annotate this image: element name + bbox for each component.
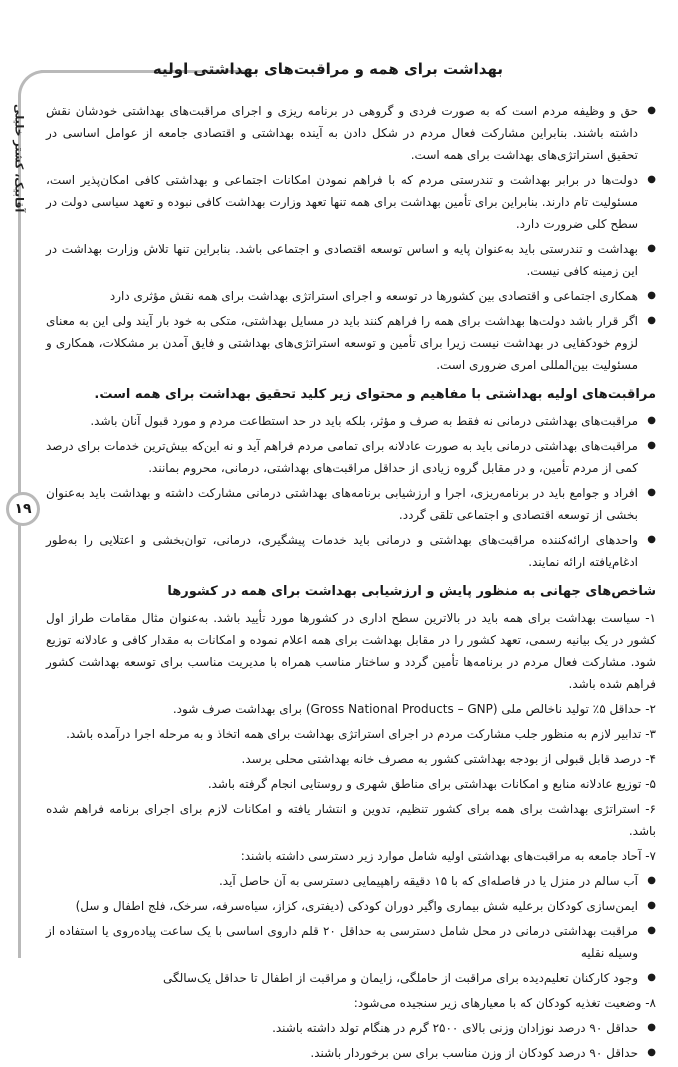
numbered-item-2 [46,698,656,720]
numbered-item-6: ۶- استراتژی بهداشت برای همه برای کشور تنظیم، تدوین و انتشار یافته و امکانات لازم برای اجرای برنامه فراهم شده باشد. [46,802,656,838]
page-content [46,100,656,1067]
primary-care-bullet-list [46,410,656,573]
numbered-item-4: ۴- درصد قابل قبولی از بودجه بهداشتی کشور به مصرف خانه بهداشتی محلی برسد. [241,752,656,766]
list-item: ● افراد و جوامع باید در برنامه‌ریزی، اجرا و ارزشیابی برنامه‌های بهداشتی درمانی مشارکت داشته و بهداشت باید به‌عنوان بخشی از توسعه اقتصادی و اجتماعی تلقی گردد. [46,482,656,526]
numbered-item-7: ۷- آحاد جامعه به مراقبت‌های بهداشتی اولیه شامل موارد زیر دسترسی داشته باشند: [240,849,656,863]
numbered-item-1: ۱- سیاست بهداشت برای همه باید در بالاترین سطح اداری در کشورها مورد تأیید باشد. به‌عنوان مثال مقامات طراز اول کشور در یک بیانیه رسمی، تعهد کشور را در مقابل بهداشت برای همه اعلام نموده و امکانات به مقدار کافی و عادلانه توزیع شود. مشارکت فعال مردم در برنامه‌ها تأمین گردد و ساختار مناسب همراه با مدیریت مناسب برای توسعه بهداشت کشور فراهم شده باشد. [46,611,656,691]
numbered-item-8: ۸- وضعیت تغذیه کودکان که با معیارهای زیر سنجیده می‌شود: [353,996,656,1010]
intro-bullet-list [46,100,656,376]
item7-sub-bullets [46,870,656,989]
list-item: ● مراقبت‌های بهداشتی درمانی باید به صورت عادلانه برای تمامی مردم فراهم آید و نه این‌که بیش‌ترین خدمات برای درصد کمی از مردم تأمین، و در مقابل گروه زیادی از حداقل مراقبت‌های بهداشتی، درمانی، محروم بمانند. [46,435,656,479]
list-item: ● ایمن‌سازی کودکان برعلیه شش بیماری واگیر دوران کودکی (دیفتری، کزاز، سیاه‌سرفه، سرخک، فلج اطفال و سل) [46,895,656,917]
list-item: ● وجود کارکنان تعلیم‌دیده برای مراقبت از حاملگی، زایمان و مراقبت از اطفال تا حداقل یک‌سالگی [46,967,656,989]
list-item: ● همکاری اجتماعی و اقتصادی بین کشورها در توسعه و اجرای استراتژی بهداشت برای همه نقش مؤثری دارد [46,285,656,307]
gnp-term: (Gross National Products – GNP) [305,702,498,716]
item2-suffix: برای بهداشت صرف شود. [172,702,302,716]
item2-prefix: ۲- حداقل ۵٪ تولید ناخالص ملی [501,702,656,716]
list-item: ● حداقل ۹۰ درصد نوزادان وزنی بالای ۲۵۰۰ گرم در هنگام تولد داشته باشند. [46,1017,656,1039]
section-heading-primary-care: مراقبت‌های اولیه بهداشتی با مفاهیم و محتوای زیر کلید تحقیق بهداشت برای همه است. [94,387,656,402]
indicators-numbered-list-cont [46,992,656,1014]
list-item: ● مراقبت بهداشتی درمانی در محل شامل دسترسی به حداقل ۲۰ قلم داروی اساسی با یک ساعت پیاده‌روی یا استفاده از وسیله نقلیه [46,920,656,964]
item8-sub-bullets [46,1017,656,1064]
list-item: ● بهداشت و تندرستی باید به‌عنوان پایه و اساس توسعه اقتصادی و اجتماعی باشد. بنابراین تنها تلاش وزارت بهداشت در این زمینه کافی نیست. [46,238,656,282]
list-item: ● حق و وظیفه مردم است که به صورت فردی و گروهی در برنامه ریزی و اجرای مراقبت‌های بهداشتی خودشان نقش داشته باشند. بنابراین مشارکت فعال مردم در شکل دادن به آینده بهداشتی و اقتصادی جامعه از عوامل اساسی در تحقیق استراتژی‌های بهداشت برای همه است. [46,100,656,166]
page-number: ۱۹ [6,492,40,526]
page-title: بهداشت برای همه و مراقبت‌های بهداشتی اولیه [152,60,503,78]
numbered-item-5: ۵- توزیع عادلانه منابع و امکانات بهداشتی برای مناطق شهری و روستایی انجام گرفته باشد. [207,777,656,791]
list-item: ● مراقبت‌های بهداشتی درمانی نه فقط به صرف و مؤثر، بلکه باید در حد استطاعت مردم و مورد قبول آنان باشد. [46,410,656,432]
indicators-numbered-list [46,607,656,867]
list-item: ● اگر قرار باشد دولت‌ها بهداشت برای همه را فراهم کنند باید در مسایل بهداشتی، متکی به خود بار آیند ولی این به معنای لزوم خودکفایی در بهداشت نیست زیرا برای تأمین و توسعه استراتژی‌های بهداشتی و فایق آمدن بر مشکلات، همکاری و مسئولیت بین‌المللی امری ضروری است. [46,310,656,376]
section-heading-global-indicators: شاخص‌های جهانی به منظور پایش و ارزشیابی بهداشت برای همه در کشورها [167,584,656,599]
list-item: ● حداقل ۹۰ درصد کودکان از وزن مناسب برای سن برخوردار باشند. [46,1042,656,1064]
side-author-label: آقابیک، کشتر خلیلی [12,103,26,213]
list-item: ● آب سالم در منزل یا در فاصله‌ای که با ۱۵ دقیقه راهپیمایی دسترسی به آن حاصل آید. [46,870,656,892]
numbered-item-3: ۳- تدابیر لازم به منظور جلب مشارکت مردم در اجرای استراتژی بهداشت برای همه اتخاذ و به مرحله اجرا درآمده باشد. [66,727,656,741]
list-item: ● دولت‌ها در برابر بهداشت و تندرستی مردم که با فراهم نمودن امکانات اجتماعی و بهداشتی کافی امکان‌پذیر است، مسئولیت تام دارند. بنابراین برای تأمین بهداشت برای همه تنها تعهد وزارت بهداشت کافی نبوده و تعهد سیاسی دولت در سطح کلی ضرورت دارد. [46,169,656,235]
list-item: ● واحدهای ارائه‌کننده مراقبت‌های بهداشتی و درمانی باید خدمات پیشگیری، درمانی، توان‌بخشی و اعتلایی را به‌طور ادغام‌یافته ارائه نمایند. [46,529,656,573]
